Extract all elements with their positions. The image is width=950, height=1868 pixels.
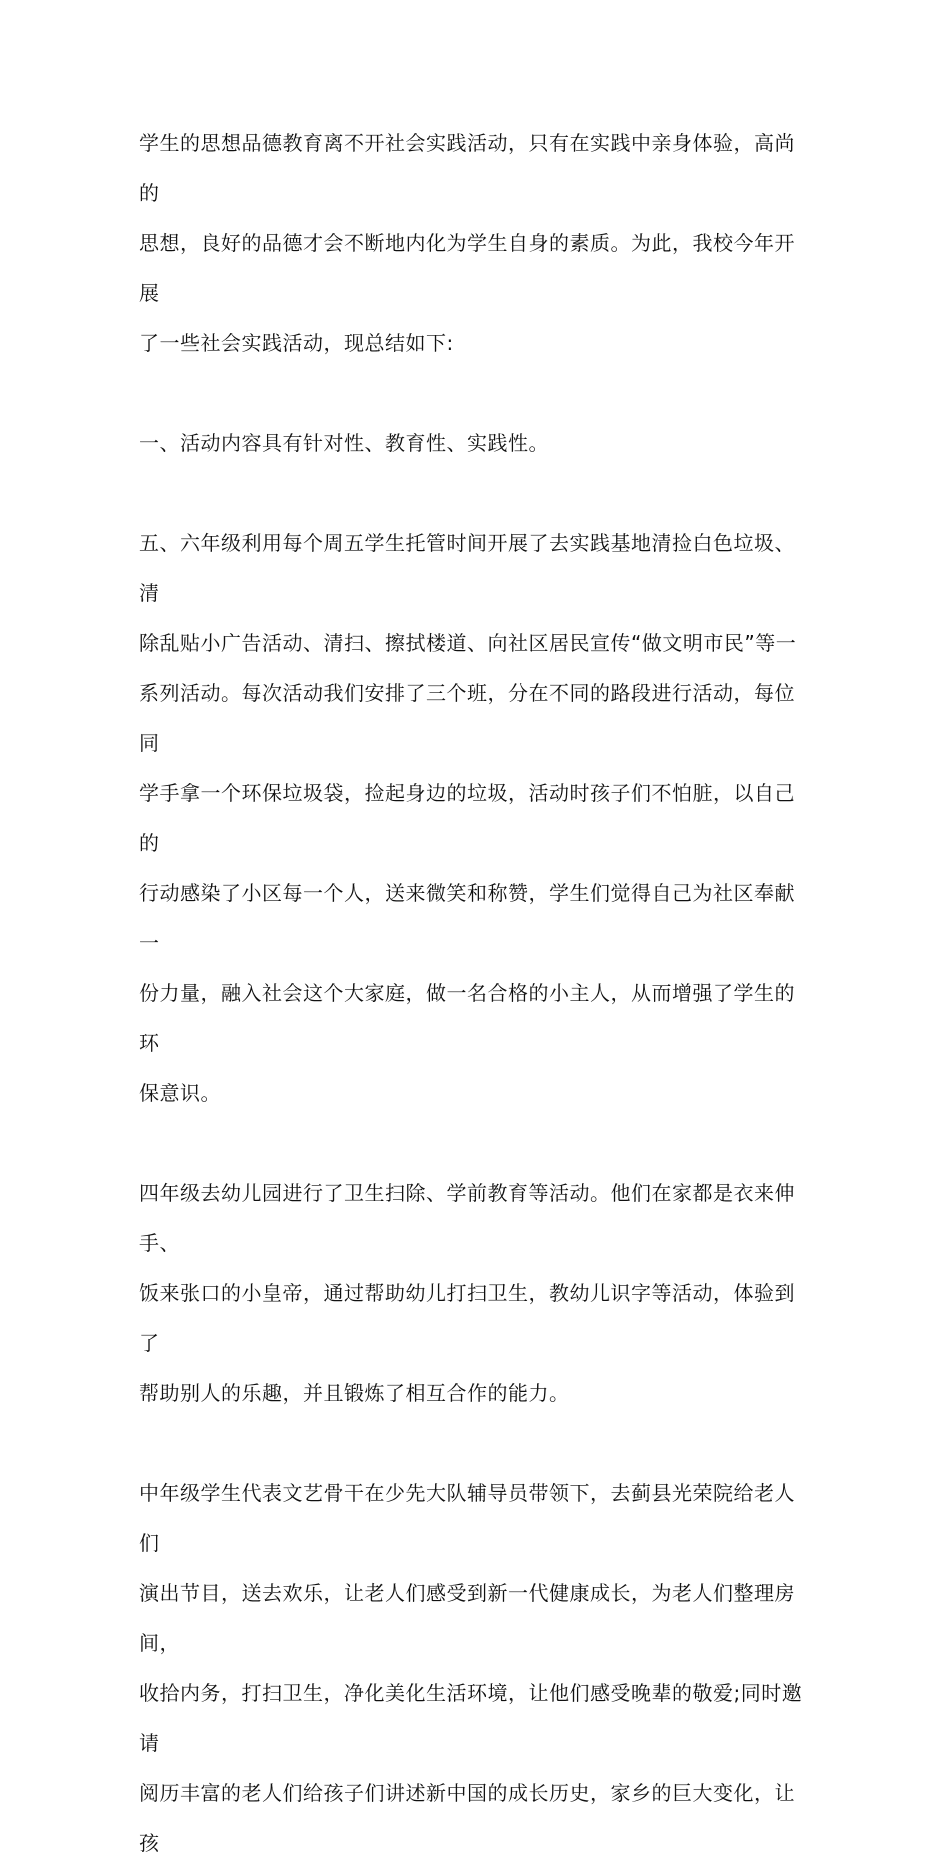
paragraph-spacer [139,368,811,418]
intro-paragraph: 学生的思想品德教育离不开社会实践活动，只有在实践中亲身体验，高尚的 思想，良好的品德才会不断地内化为学生自身的素质。为此，我校今年开展 了一些社会实践活动，现总结如下: [139,131,795,355]
middle-grades-paragraph: 中年级学生代表文艺骨干在少先大队辅导员带领下，去蓟县光荣院给老人们 演出节目，送去欢乐，让老人们感受到新一代健康成长，为老人们整理房间， 收拾内务，打扫卫生，净化美化生活环境，让他们感受晚辈的敬爱;同时邀请 阅历丰富的老人们给孩子们讲述新中国的成长历史，家乡的巨大变化，让孩 [139,1481,803,1855]
grades-five-six-paragraph: 五、六年级利用每个周五学生托管时间开展了去实践基地清捡白色垃圾、清 除乱贴小广告活动、清扫、擦拭楼道、向社区居民宣传“做文明市民”等一 系列活动。每次活动我们安排了三个班，分在不同的路段进行活动，每位同 学手拿一个环保垃圾袋，捡起身边的垃圾，活动时孩子们不怕脏，以自己的 行动感染了小区每一个人，送来微笑和称赞，学生们觉得自己为社区奉献一 份力量，融入社会这个大家庭，做一名合格的小主人，从而增强了学生的环 保意识。 [139,531,797,1105]
grade-four-paragraph: 四年级去幼儿园进行了卫生扫除、学前教育等活动。他们在家都是衣来伸手、 饭来张口的小皇帝，通过帮助幼儿打扫卫生，教幼儿识字等活动，体验到了 帮助别人的乐趣，并且锻炼了相互合作的能力。 [139,1181,795,1405]
paragraph-spacer [139,468,811,518]
document-body [139,118,811,1868]
paragraph-spacer [139,1418,811,1468]
paragraph-spacer [139,1118,811,1168]
section-heading: 一、活动内容具有针对性、教育性、实践性。 [139,431,549,455]
